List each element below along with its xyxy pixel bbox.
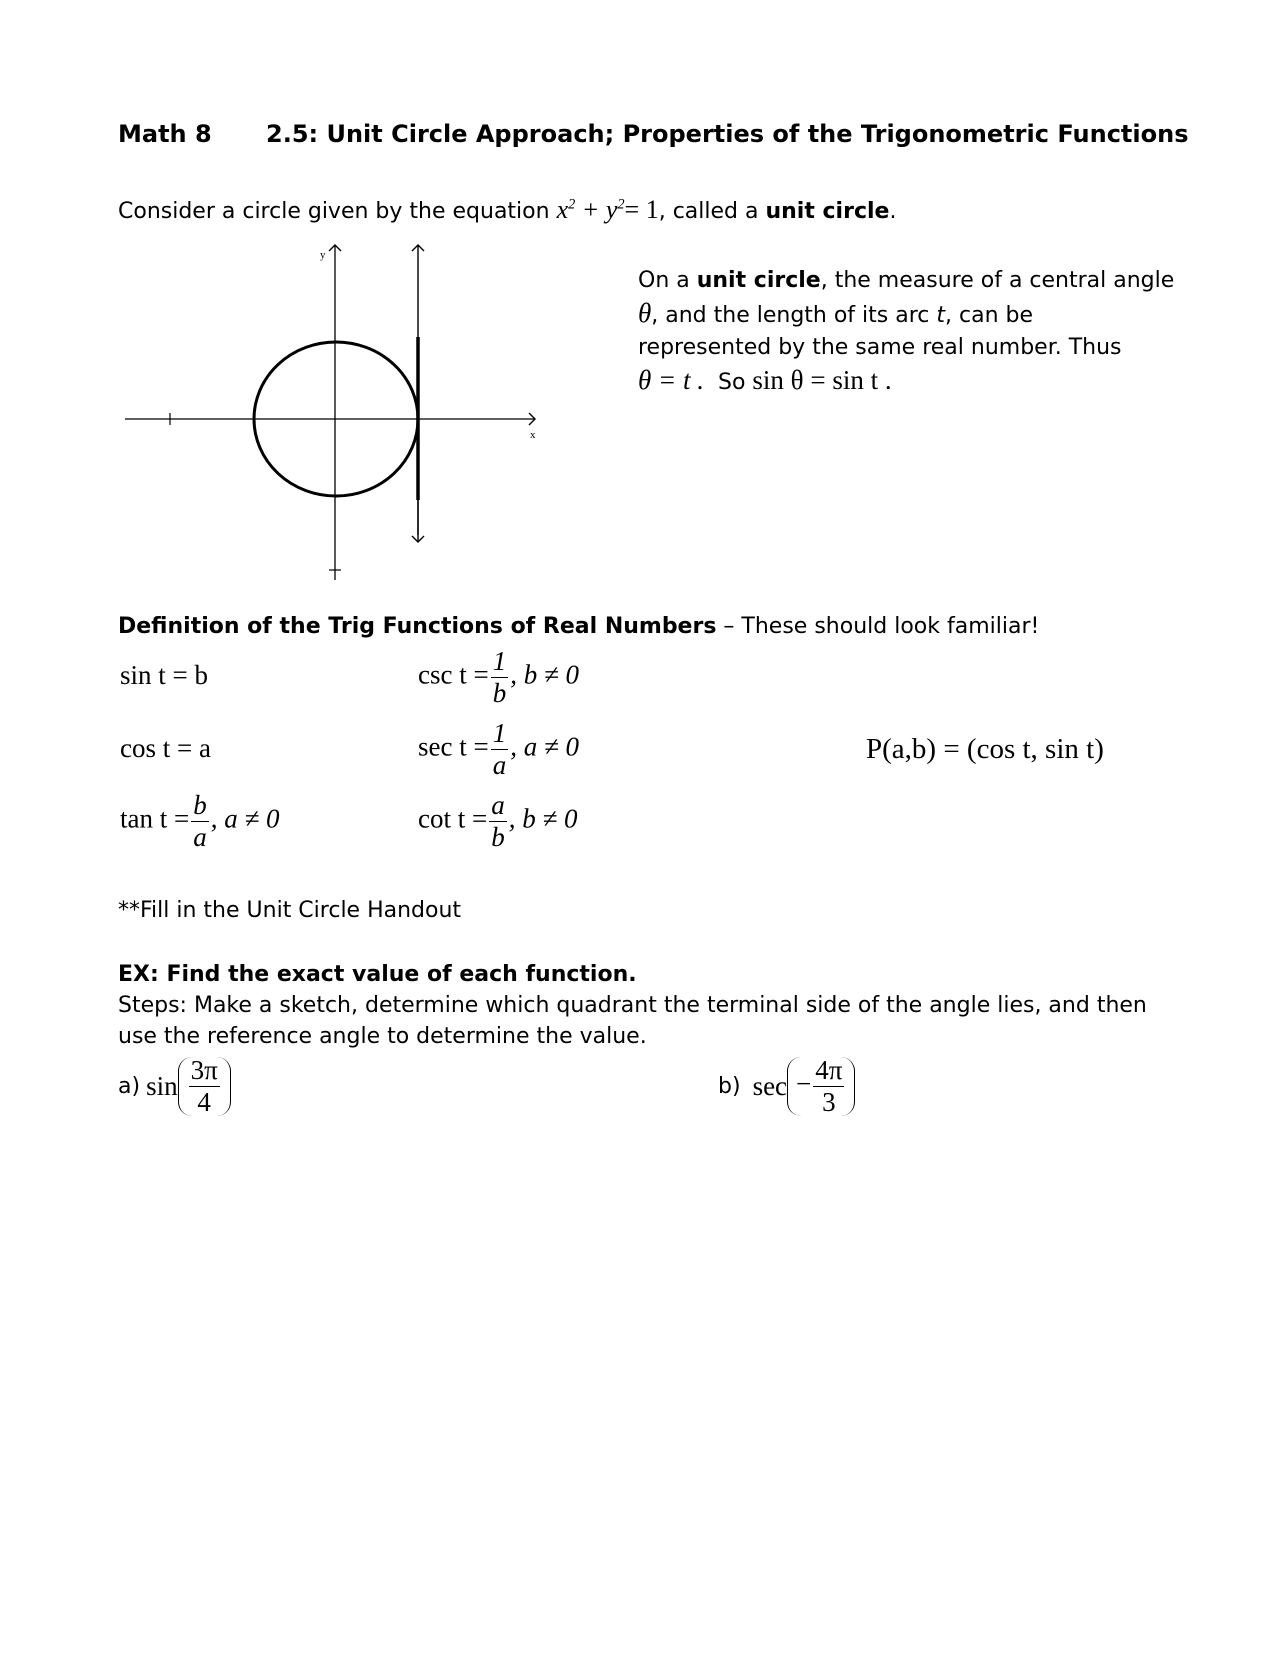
side-note-line1: On a unit circle, the measure of a central angle — [638, 268, 1175, 293]
problem-b — [718, 1057, 855, 1116]
handout-note: **Fill in the Unit Circle Handout — [118, 898, 462, 923]
x-axis-label: x — [530, 429, 536, 441]
example-heading: EX: Find the exact value of each function. — [118, 962, 637, 987]
def-csc: csc t = $\frac{1}{b}$ , b ≠ 0 — [418, 646, 580, 708]
intro-eq-x: $x^2$ — [556, 195, 576, 224]
def-cos: cos t = a — [120, 733, 211, 763]
side-note-line2: θ, and the length of its arc t, can be — [638, 298, 1034, 328]
intro-period: . — [889, 199, 897, 224]
intro-before: Consider a circle given by the equation — [118, 199, 550, 224]
steps-line-2: use the reference angle to determine the value. — [118, 1024, 647, 1049]
intro-eq-y: + $y^2$ — [581, 195, 625, 224]
intro-sentence — [118, 195, 896, 225]
page-title: 2.5: Unit Circle Approach; Properties of the Trigonometric Functions — [266, 120, 1189, 148]
definitions-heading: Definition of the Trig Functions of Real Numbers – These should look familiar! — [118, 614, 1040, 639]
problem-b-label: b) — [718, 1074, 741, 1099]
problem-b-func: sec — [752, 1071, 788, 1101]
side-note-line4: θ = t . So sin θ = sin t . — [638, 365, 892, 395]
y-axis-label: y — [320, 249, 326, 261]
def-cot: cot t = $\frac{a}{b}$ , b ≠ 0 — [418, 790, 578, 852]
steps-line-1: Steps: Make a sketch, determine which quadrant the terminal side of the angle lies, and then — [118, 993, 1147, 1018]
intro-eq-rhs: = 1 — [624, 195, 659, 224]
problem-a-arg: $\frac{3\pi}{4}$ — [178, 1057, 231, 1116]
problem-a — [118, 1057, 231, 1116]
problem-a-func: sin — [146, 1071, 178, 1101]
course-label: Math 8 — [118, 120, 212, 148]
intro-term: unit circle — [765, 199, 890, 224]
def-sec: sec t = $\frac{1}{a}$ , a ≠ 0 — [418, 718, 580, 780]
def-tan: tan t = $\frac{b}{a}$ , a ≠ 0 — [120, 790, 280, 852]
problem-a-label: a) — [118, 1074, 141, 1099]
def-point: P(a,b) = (cos t, sin t) — [866, 733, 1104, 765]
side-note-line3: represented by the same real number. Thus — [638, 335, 1122, 360]
intro-after: , called a — [658, 199, 759, 224]
problem-b-arg: − $\frac{4\pi}{3}$ — [787, 1057, 855, 1116]
side-note — [638, 265, 1174, 399]
unit-circle-graph — [120, 240, 540, 580]
def-sin: sin t = b — [120, 660, 208, 690]
